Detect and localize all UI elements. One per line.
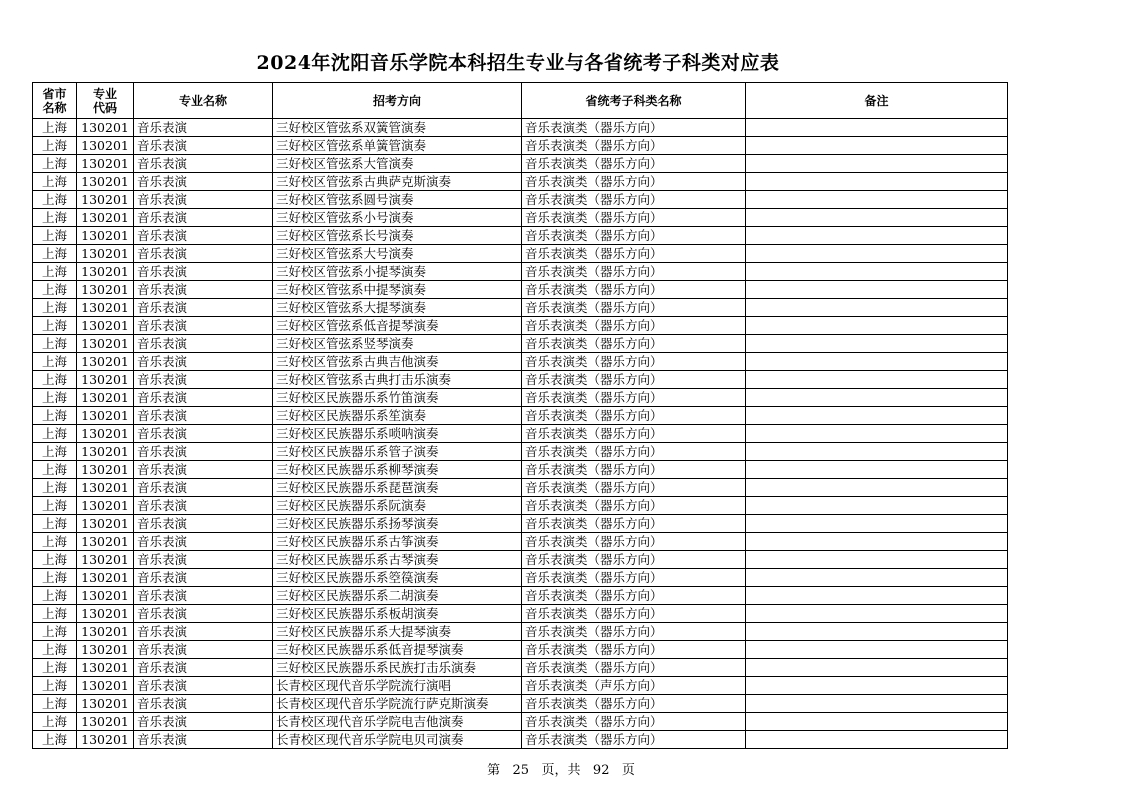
table-row <box>33 299 1008 317</box>
cell-major-name: 音乐表演 <box>134 713 273 731</box>
cell-category: 音乐表演类（器乐方向） <box>522 515 746 533</box>
cell-major-code: 130201 <box>77 137 134 155</box>
cell-province: 上海 <box>33 191 77 209</box>
cell-province: 上海 <box>33 155 77 173</box>
cell-category: 音乐表演类（器乐方向） <box>522 461 746 479</box>
cell-remark <box>746 713 1008 731</box>
cell-category: 音乐表演类（器乐方向） <box>522 605 746 623</box>
cell-major-name: 音乐表演 <box>134 443 273 461</box>
cell-direction: 三好校区管弦系竖琴演奏 <box>273 335 522 353</box>
cell-province: 上海 <box>33 407 77 425</box>
cell-major-name: 音乐表演 <box>134 137 273 155</box>
cell-remark <box>746 497 1008 515</box>
cell-major-code: 130201 <box>77 425 134 443</box>
cell-category: 音乐表演类（器乐方向） <box>522 641 746 659</box>
footer-suffix: 页 <box>621 763 635 778</box>
header-remark: 备注 <box>746 83 1008 119</box>
cell-remark <box>746 245 1008 263</box>
cell-major-name: 音乐表演 <box>134 299 273 317</box>
cell-category: 音乐表演类（器乐方向） <box>522 731 746 749</box>
cell-category: 音乐表演类（器乐方向） <box>522 317 746 335</box>
cell-category: 音乐表演类（器乐方向） <box>522 551 746 569</box>
cell-major-code: 130201 <box>77 227 134 245</box>
footer-page-number: 25 <box>512 763 530 778</box>
table-row <box>33 335 1008 353</box>
cell-major-name: 音乐表演 <box>134 209 273 227</box>
cell-category: 音乐表演类（声乐方向） <box>522 677 746 695</box>
cell-major-name: 音乐表演 <box>134 353 273 371</box>
cell-category: 音乐表演类（器乐方向） <box>522 299 746 317</box>
cell-major-name: 音乐表演 <box>134 677 273 695</box>
cell-province: 上海 <box>33 479 77 497</box>
cell-remark <box>746 317 1008 335</box>
cell-major-name: 音乐表演 <box>134 515 273 533</box>
cell-major-name: 音乐表演 <box>134 497 273 515</box>
cell-direction: 三好校区民族器乐系竹笛演奏 <box>273 389 522 407</box>
header-category: 省统考子科类名称 <box>522 83 746 119</box>
cell-category: 音乐表演类（器乐方向） <box>522 587 746 605</box>
cell-major-name: 音乐表演 <box>134 587 273 605</box>
cell-major-code: 130201 <box>77 731 134 749</box>
cell-province: 上海 <box>33 299 77 317</box>
cell-category: 音乐表演类（器乐方向） <box>522 155 746 173</box>
cell-major-name: 音乐表演 <box>134 173 273 191</box>
cell-remark <box>746 731 1008 749</box>
cell-category: 音乐表演类（器乐方向） <box>522 281 746 299</box>
cell-remark <box>746 227 1008 245</box>
cell-direction: 三好校区民族器乐系二胡演奏 <box>273 587 522 605</box>
cell-category: 音乐表演类（器乐方向） <box>522 695 746 713</box>
cell-remark <box>746 155 1008 173</box>
cell-province: 上海 <box>33 389 77 407</box>
cell-category: 音乐表演类（器乐方向） <box>522 407 746 425</box>
cell-major-name: 音乐表演 <box>134 317 273 335</box>
table-row <box>33 731 1008 749</box>
cell-province: 上海 <box>33 317 77 335</box>
cell-province: 上海 <box>33 371 77 389</box>
cell-remark <box>746 569 1008 587</box>
cell-major-name: 音乐表演 <box>134 731 273 749</box>
table-row <box>33 497 1008 515</box>
cell-major-code: 130201 <box>77 299 134 317</box>
cell-province: 上海 <box>33 497 77 515</box>
cell-province: 上海 <box>33 137 77 155</box>
cell-direction: 长青校区现代音乐学院流行萨克斯演奏 <box>273 695 522 713</box>
cell-major-code: 130201 <box>77 479 134 497</box>
cell-major-name: 音乐表演 <box>134 659 273 677</box>
cell-major-code: 130201 <box>77 335 134 353</box>
table-row <box>33 623 1008 641</box>
cell-remark <box>746 443 1008 461</box>
cell-remark <box>746 299 1008 317</box>
cell-province: 上海 <box>33 515 77 533</box>
table-row <box>33 209 1008 227</box>
cell-province: 上海 <box>33 353 77 371</box>
cell-category: 音乐表演类（器乐方向） <box>522 569 746 587</box>
cell-category: 音乐表演类（器乐方向） <box>522 479 746 497</box>
cell-direction: 三好校区民族器乐系大提琴演奏 <box>273 623 522 641</box>
cell-major-code: 130201 <box>77 353 134 371</box>
cell-major-code: 130201 <box>77 515 134 533</box>
cell-remark <box>746 353 1008 371</box>
cell-province: 上海 <box>33 443 77 461</box>
cell-remark <box>746 335 1008 353</box>
cell-category: 音乐表演类（器乐方向） <box>522 425 746 443</box>
cell-major-code: 130201 <box>77 389 134 407</box>
cell-direction: 三好校区管弦系低音提琴演奏 <box>273 317 522 335</box>
cell-category: 音乐表演类（器乐方向） <box>522 443 746 461</box>
cell-category: 音乐表演类（器乐方向） <box>522 173 746 191</box>
cell-category: 音乐表演类（器乐方向） <box>522 245 746 263</box>
cell-province: 上海 <box>33 533 77 551</box>
table-row <box>33 533 1008 551</box>
cell-category: 音乐表演类（器乐方向） <box>522 497 746 515</box>
cell-remark <box>746 605 1008 623</box>
header-direction: 招考方向 <box>273 83 522 119</box>
table-body <box>33 119 1008 749</box>
cell-direction: 长青校区现代音乐学院电贝司演奏 <box>273 731 522 749</box>
cell-category: 音乐表演类（器乐方向） <box>522 191 746 209</box>
table-row <box>33 443 1008 461</box>
cell-direction: 三好校区管弦系小提琴演奏 <box>273 263 522 281</box>
cell-remark <box>746 137 1008 155</box>
header-code <box>77 83 134 119</box>
cell-major-code: 130201 <box>77 245 134 263</box>
table-row <box>33 263 1008 281</box>
cell-remark <box>746 209 1008 227</box>
cell-category: 音乐表演类（器乐方向） <box>522 227 746 245</box>
cell-major-code: 130201 <box>77 209 134 227</box>
cell-direction: 三好校区民族器乐系柳琴演奏 <box>273 461 522 479</box>
cell-direction: 三好校区民族器乐系低音提琴演奏 <box>273 641 522 659</box>
cell-major-name: 音乐表演 <box>134 371 273 389</box>
cell-major-code: 130201 <box>77 371 134 389</box>
table-row <box>33 137 1008 155</box>
footer-total-pages: 92 <box>592 763 610 778</box>
cell-province: 上海 <box>33 461 77 479</box>
cell-category: 音乐表演类（器乐方向） <box>522 713 746 731</box>
cell-direction: 三好校区民族器乐系古琴演奏 <box>273 551 522 569</box>
cell-major-name: 音乐表演 <box>134 335 273 353</box>
cell-category: 音乐表演类（器乐方向） <box>522 353 746 371</box>
cell-direction: 三好校区管弦系大提琴演奏 <box>273 299 522 317</box>
table-header-row <box>33 83 1008 119</box>
cell-province: 上海 <box>33 209 77 227</box>
header-code-line2: 代码 <box>92 100 117 115</box>
cell-major-name: 音乐表演 <box>134 155 273 173</box>
cell-remark <box>746 173 1008 191</box>
cell-major-code: 130201 <box>77 263 134 281</box>
header-code-line1: 专业 <box>92 86 117 101</box>
cell-remark <box>746 407 1008 425</box>
table-row <box>33 587 1008 605</box>
table-row <box>33 695 1008 713</box>
cell-direction: 三好校区民族器乐系箜篌演奏 <box>273 569 522 587</box>
cell-major-code: 130201 <box>77 155 134 173</box>
table-row <box>33 569 1008 587</box>
cell-province: 上海 <box>33 695 77 713</box>
cell-category: 音乐表演类（器乐方向） <box>522 263 746 281</box>
cell-direction: 三好校区管弦系古典萨克斯演奏 <box>273 173 522 191</box>
cell-major-code: 130201 <box>77 443 134 461</box>
cell-category: 音乐表演类（器乐方向） <box>522 623 746 641</box>
cell-remark <box>746 551 1008 569</box>
cell-remark <box>746 587 1008 605</box>
cell-remark <box>746 263 1008 281</box>
header-province-line2: 名称 <box>42 100 67 115</box>
cell-major-code: 130201 <box>77 191 134 209</box>
cell-major-code: 130201 <box>77 533 134 551</box>
cell-direction: 三好校区民族器乐系古筝演奏 <box>273 533 522 551</box>
table-row <box>33 641 1008 659</box>
cell-direction: 三好校区管弦系中提琴演奏 <box>273 281 522 299</box>
table-row <box>33 245 1008 263</box>
cell-major-code: 130201 <box>77 173 134 191</box>
cell-province: 上海 <box>33 245 77 263</box>
cell-remark <box>746 641 1008 659</box>
table-row <box>33 191 1008 209</box>
table-row <box>33 677 1008 695</box>
cell-province: 上海 <box>33 641 77 659</box>
cell-major-code: 130201 <box>77 281 134 299</box>
cell-major-code: 130201 <box>77 659 134 677</box>
cell-remark <box>746 623 1008 641</box>
cell-province: 上海 <box>33 425 77 443</box>
cell-major-code: 130201 <box>77 497 134 515</box>
cell-category: 音乐表演类（器乐方向） <box>522 137 746 155</box>
table-row <box>33 317 1008 335</box>
cell-direction: 三好校区民族器乐系板胡演奏 <box>273 605 522 623</box>
table-row <box>33 605 1008 623</box>
header-major: 专业名称 <box>134 83 273 119</box>
cell-major-code: 130201 <box>77 317 134 335</box>
cell-province: 上海 <box>33 623 77 641</box>
cell-major-code: 130201 <box>77 605 134 623</box>
cell-major-code: 130201 <box>77 407 134 425</box>
cell-major-name: 音乐表演 <box>134 407 273 425</box>
table-row <box>33 479 1008 497</box>
cell-direction: 三好校区管弦系长号演奏 <box>273 227 522 245</box>
cell-province: 上海 <box>33 659 77 677</box>
cell-category: 音乐表演类（器乐方向） <box>522 533 746 551</box>
cell-direction: 三好校区民族器乐系琵琶演奏 <box>273 479 522 497</box>
table-row <box>33 281 1008 299</box>
cell-category: 音乐表演类（器乐方向） <box>522 119 746 137</box>
cell-major-name: 音乐表演 <box>134 479 273 497</box>
table-row <box>33 353 1008 371</box>
cell-remark <box>746 371 1008 389</box>
table-row <box>33 515 1008 533</box>
cell-major-code: 130201 <box>77 713 134 731</box>
page-footer <box>0 759 1122 778</box>
cell-major-name: 音乐表演 <box>134 119 273 137</box>
cell-major-code: 130201 <box>77 461 134 479</box>
cell-direction: 三好校区民族器乐系阮演奏 <box>273 497 522 515</box>
cell-major-name: 音乐表演 <box>134 227 273 245</box>
cell-direction: 三好校区管弦系双簧管演奏 <box>273 119 522 137</box>
cell-major-code: 130201 <box>77 587 134 605</box>
cell-remark <box>746 479 1008 497</box>
cell-direction: 三好校区管弦系大号演奏 <box>273 245 522 263</box>
cell-direction: 三好校区民族器乐系唢呐演奏 <box>273 425 522 443</box>
table-row <box>33 119 1008 137</box>
header-province <box>33 83 77 119</box>
cell-major-code: 130201 <box>77 623 134 641</box>
admission-table <box>32 82 1008 749</box>
table-row <box>33 173 1008 191</box>
cell-province: 上海 <box>33 227 77 245</box>
cell-direction: 三好校区管弦系古典打击乐演奏 <box>273 371 522 389</box>
cell-direction: 三好校区管弦系大管演奏 <box>273 155 522 173</box>
table-row <box>33 461 1008 479</box>
cell-remark <box>746 461 1008 479</box>
cell-direction: 三好校区民族器乐系管子演奏 <box>273 443 522 461</box>
cell-remark <box>746 677 1008 695</box>
cell-major-name: 音乐表演 <box>134 245 273 263</box>
table-row <box>33 389 1008 407</box>
cell-direction: 长青校区现代音乐学院流行演唱 <box>273 677 522 695</box>
header-province-line1: 省市 <box>42 86 67 101</box>
cell-remark <box>746 281 1008 299</box>
table-row <box>33 407 1008 425</box>
cell-province: 上海 <box>33 587 77 605</box>
cell-direction: 三好校区管弦系古典吉他演奏 <box>273 353 522 371</box>
cell-major-name: 音乐表演 <box>134 533 273 551</box>
cell-major-code: 130201 <box>77 641 134 659</box>
cell-major-code: 130201 <box>77 677 134 695</box>
cell-major-code: 130201 <box>77 695 134 713</box>
cell-remark <box>746 659 1008 677</box>
cell-major-name: 音乐表演 <box>134 569 273 587</box>
cell-major-code: 130201 <box>77 551 134 569</box>
cell-province: 上海 <box>33 335 77 353</box>
cell-major-name: 音乐表演 <box>134 623 273 641</box>
cell-remark <box>746 389 1008 407</box>
cell-major-name: 音乐表演 <box>134 641 273 659</box>
cell-province: 上海 <box>33 713 77 731</box>
table-row <box>33 371 1008 389</box>
cell-province: 上海 <box>33 551 77 569</box>
cell-remark <box>746 191 1008 209</box>
cell-remark <box>746 119 1008 137</box>
table-row <box>33 551 1008 569</box>
cell-direction: 三好校区管弦系单簧管演奏 <box>273 137 522 155</box>
cell-direction: 三好校区民族器乐系扬琴演奏 <box>273 515 522 533</box>
cell-province: 上海 <box>33 731 77 749</box>
cell-remark <box>746 425 1008 443</box>
cell-remark <box>746 695 1008 713</box>
table-row <box>33 227 1008 245</box>
cell-category: 音乐表演类（器乐方向） <box>522 209 746 227</box>
cell-province: 上海 <box>33 605 77 623</box>
cell-province: 上海 <box>33 173 77 191</box>
cell-major-name: 音乐表演 <box>134 695 273 713</box>
cell-direction: 三好校区民族器乐系民族打击乐演奏 <box>273 659 522 677</box>
cell-major-code: 130201 <box>77 119 134 137</box>
cell-direction: 三好校区民族器乐系笙演奏 <box>273 407 522 425</box>
table-row <box>33 659 1008 677</box>
cell-remark <box>746 533 1008 551</box>
cell-category: 音乐表演类（器乐方向） <box>522 389 746 407</box>
footer-prefix: 第 <box>487 763 501 778</box>
cell-province: 上海 <box>33 569 77 587</box>
table-row <box>33 155 1008 173</box>
cell-direction: 三好校区管弦系小号演奏 <box>273 209 522 227</box>
cell-major-name: 音乐表演 <box>134 425 273 443</box>
cell-province: 上海 <box>33 263 77 281</box>
cell-category: 音乐表演类（器乐方向） <box>522 659 746 677</box>
cell-category: 音乐表演类（器乐方向） <box>522 335 746 353</box>
cell-major-name: 音乐表演 <box>134 461 273 479</box>
document-title: 2024年沈阳音乐学院本科招生专业与各省统考子科类对应表 <box>256 52 780 74</box>
cell-major-name: 音乐表演 <box>134 263 273 281</box>
cell-province: 上海 <box>33 281 77 299</box>
cell-province: 上海 <box>33 677 77 695</box>
cell-direction: 长青校区现代音乐学院电吉他演奏 <box>273 713 522 731</box>
cell-category: 音乐表演类（器乐方向） <box>522 371 746 389</box>
cell-major-name: 音乐表演 <box>134 389 273 407</box>
footer-middle: 页，共 <box>541 763 581 778</box>
table-row <box>33 425 1008 443</box>
cell-major-code: 130201 <box>77 569 134 587</box>
cell-major-name: 音乐表演 <box>134 191 273 209</box>
table-row <box>33 713 1008 731</box>
cell-major-name: 音乐表演 <box>134 605 273 623</box>
cell-major-name: 音乐表演 <box>134 281 273 299</box>
cell-remark <box>746 515 1008 533</box>
cell-major-name: 音乐表演 <box>134 551 273 569</box>
cell-province: 上海 <box>33 119 77 137</box>
cell-direction: 三好校区管弦系圆号演奏 <box>273 191 522 209</box>
